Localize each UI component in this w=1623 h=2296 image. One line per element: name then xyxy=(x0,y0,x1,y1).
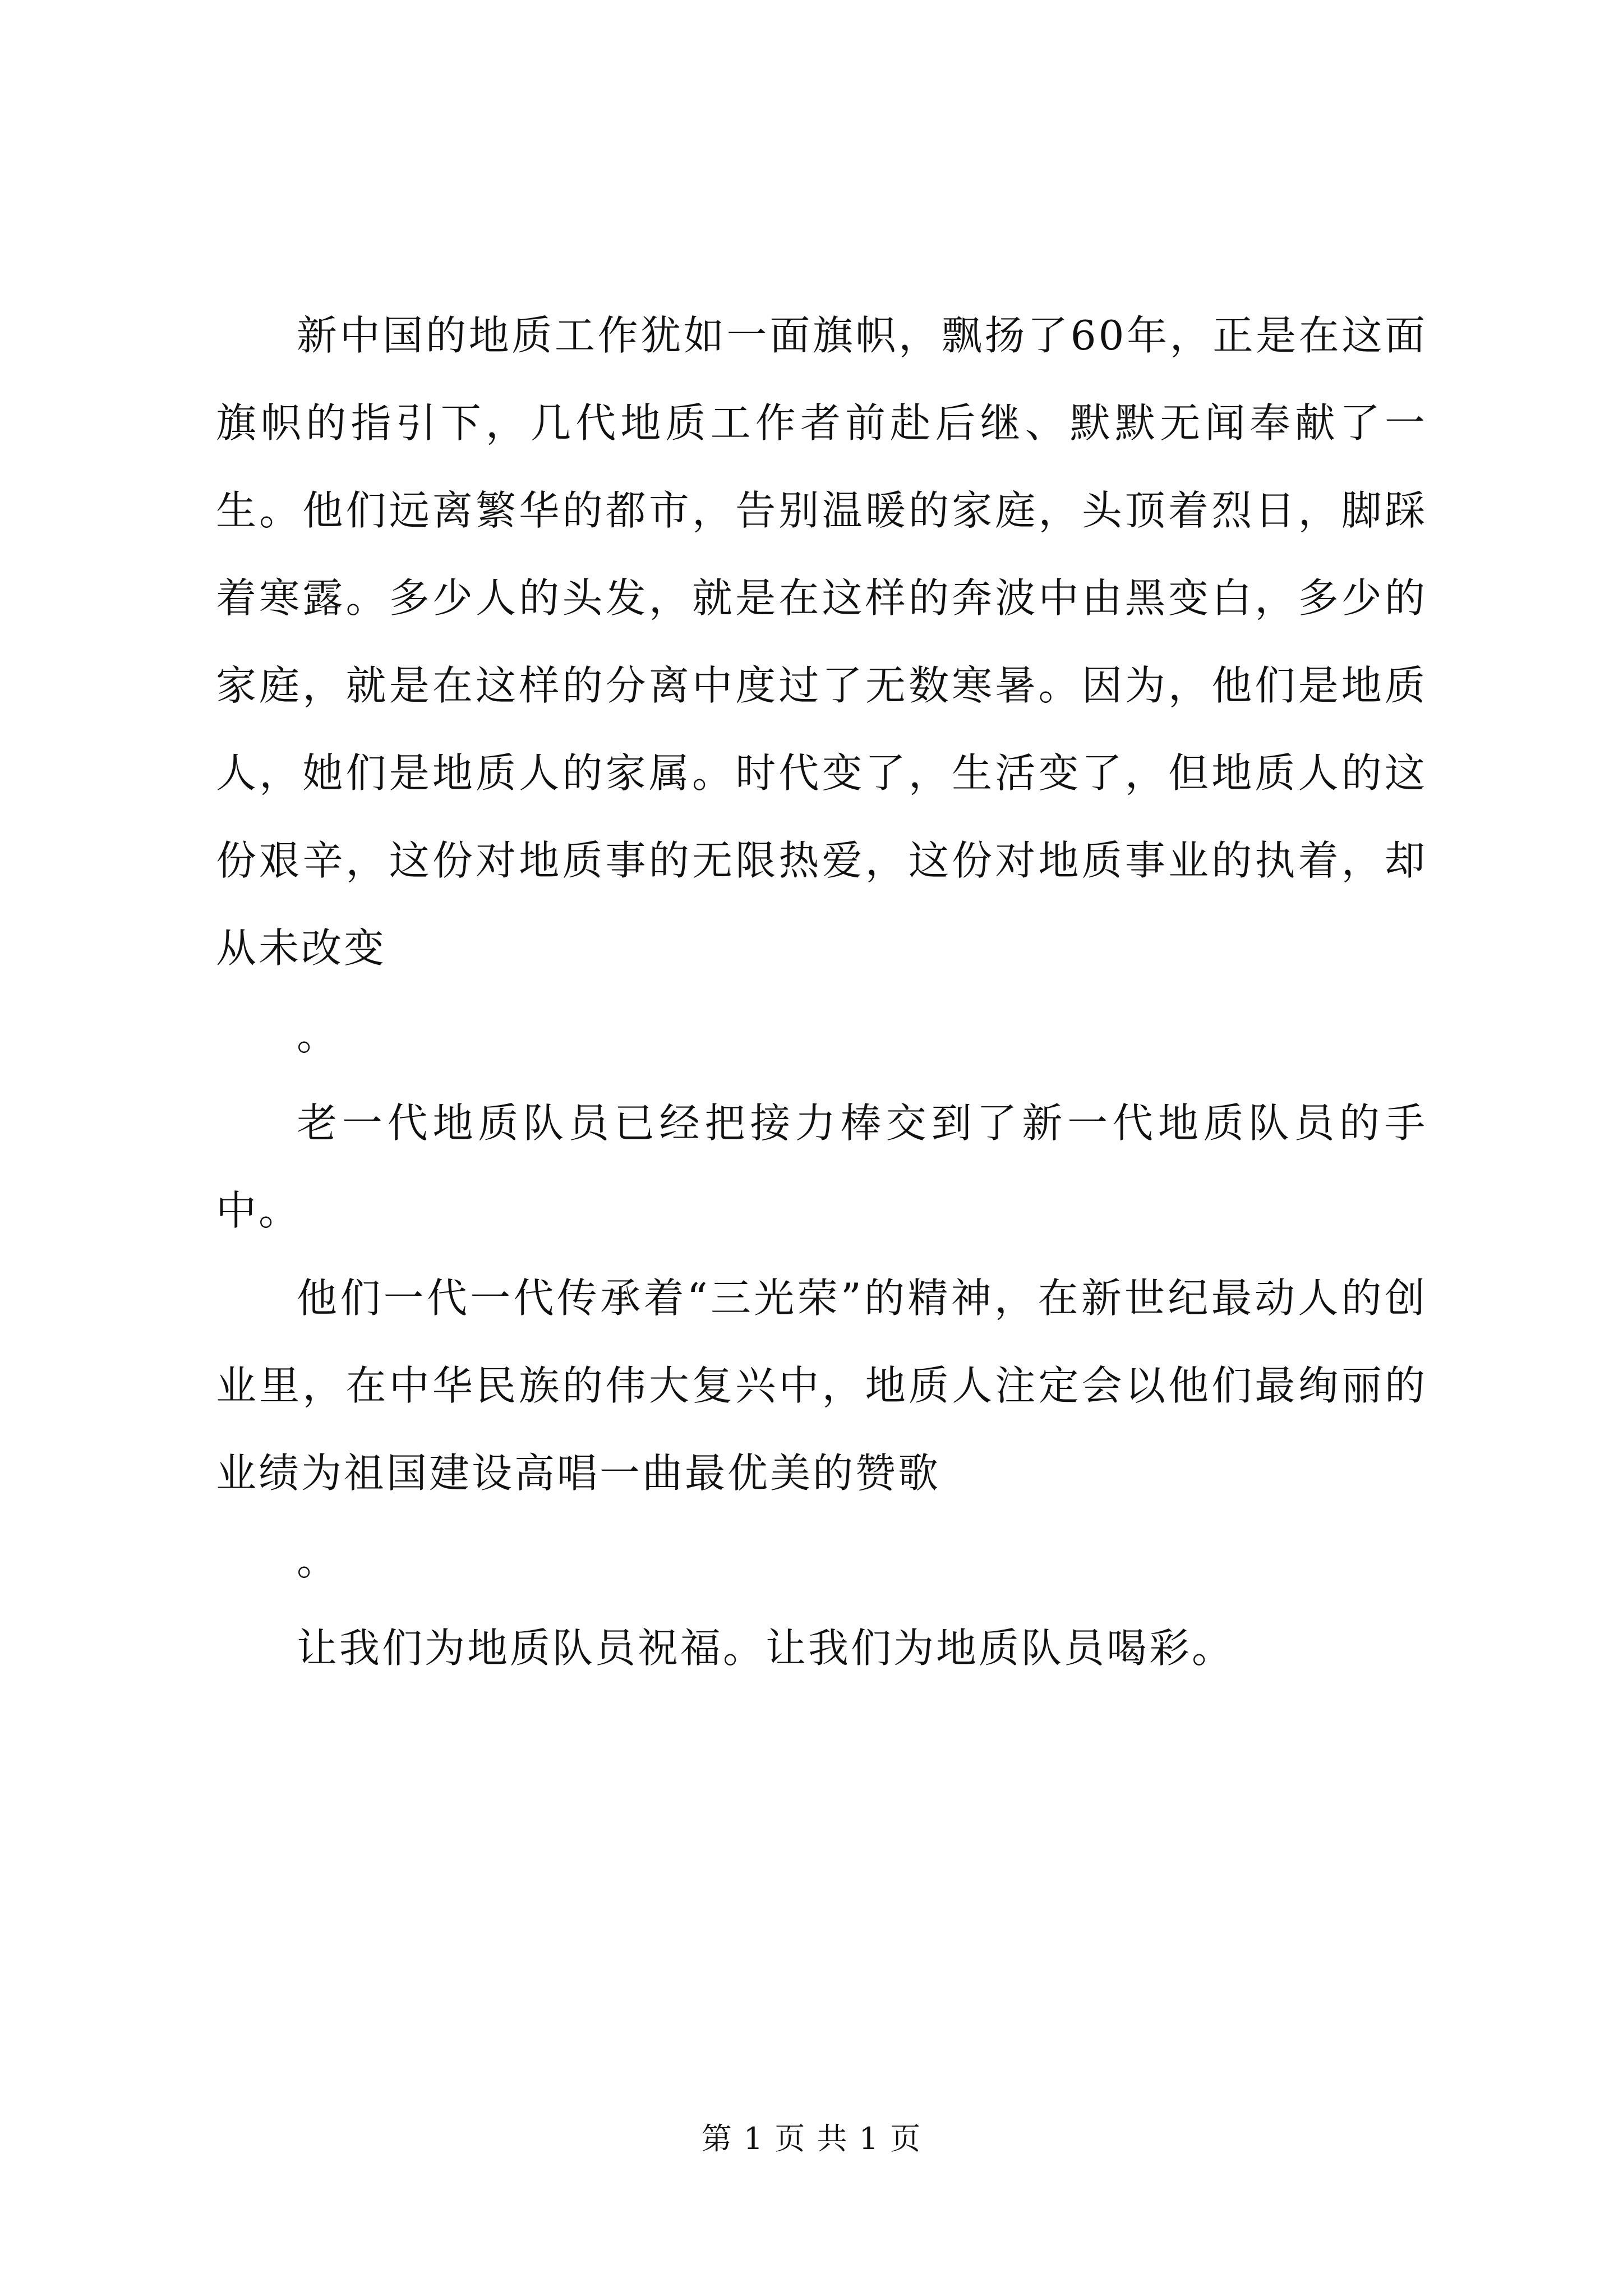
paragraph-5-punctuation: 。 xyxy=(297,1537,340,1584)
paragraph-3: 老一代地质队员已经把接力棒交到了新一代地质队员的手中。 xyxy=(216,1099,1427,1234)
paragraph-6: 让我们为地质队员祝福。让我们为地质队员喝彩。 xyxy=(297,1625,1235,1672)
page-number-footer: 第 1 页 共 1 页 xyxy=(701,2121,922,2156)
paragraph-4: 他们一代一代传承着“三光荣”的精神，在新世纪最动人的创业里，在中华民族的伟大复兴中，地质人注定会以他们最绚丽的业绩为祖国建设高唱一曲最优美的赞歌 xyxy=(216,1274,1427,1497)
document-body xyxy=(216,292,1427,1692)
paragraph-1: 新中国的地质工作犹如一面旗帜，飘扬了60年，正是在这面旗帜的指引下，几代地质工作者前赴后继、默默无闻奉献了一生。他们远离繁华的都市，告别温暖的家庭，头顶着烈日，脚踩着寒露。多少人的头发，就是在这样的奔波中由黑变白，多少的家庭，就是在这样的分离中度过了无数寒暑。因为，他们是地质人，她们是地质人的家属。时代变了，生活变了，但地质人的这份艰辛，这份对地质事的无限热爱，这份对地质事业的执着，却从未改变 xyxy=(216,312,1427,972)
paragraph-2-punctuation: 。 xyxy=(297,1012,340,1059)
